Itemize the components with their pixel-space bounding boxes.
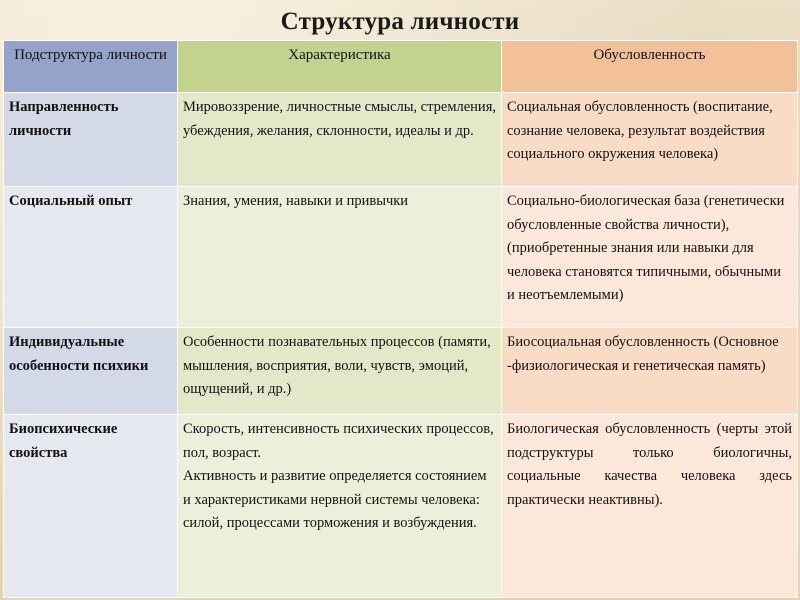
conditionality-cell: Социальная обусловленность (воспитание, сознание человека, результат воздействия социального окружения человека) bbox=[502, 93, 798, 187]
substructure-cell: Направленность личности bbox=[4, 93, 178, 187]
characteristic-cell bbox=[178, 93, 502, 187]
characteristic-text: Активность и развитие определяется состоянием и характеристиками нервной системы человека: силой, процессами торможения и возбуждения. bbox=[183, 468, 487, 531]
personality-structure-table bbox=[3, 40, 798, 598]
characteristic-text: Особенности познавательных процессов (памяти, мышления, восприятия, воли, чувств, эмоций, ощущений, и др.) bbox=[183, 334, 491, 397]
table-row bbox=[4, 93, 798, 187]
table-row bbox=[4, 187, 798, 328]
substructure-cell: Социальный опыт bbox=[4, 187, 178, 328]
table-header-row bbox=[4, 41, 798, 93]
characteristic-text: Мировоззрение, личностные смыслы, стремления, убеждения, желания, склонности, идеалы и др. bbox=[183, 99, 496, 139]
substructure-cell: Биопсихические свойства bbox=[4, 415, 178, 598]
characteristic-cell bbox=[178, 328, 502, 415]
header-characteristic: Характеристика bbox=[178, 41, 502, 93]
table-row bbox=[4, 415, 798, 598]
table-row bbox=[4, 328, 798, 415]
header-substructure: Подструктура личности bbox=[4, 41, 178, 93]
page-title: Структура личности bbox=[280, 8, 520, 35]
header-conditionality: Обусловленность bbox=[502, 41, 798, 93]
characteristic-text: Скорость, интенсивность психических процессов, пол, возраст. bbox=[183, 421, 494, 461]
substructure-cell: Индивидуальные особенности психики bbox=[4, 328, 178, 415]
conditionality-cell: Социально-биологическая база (генетически обусловленные свойства личности), (приобретенные знания или навыки для человека становятся типичными, обычными и неотъемлемыми) bbox=[502, 187, 798, 328]
characteristic-cell bbox=[178, 187, 502, 328]
conditionality-cell: Биосоциальная обусловленность (Основное -физиологическая и генетическая память) bbox=[502, 328, 798, 415]
conditionality-cell: Биологическая обусловленность (черты этой подструктуры только биологичны, социальные качества человека здесь практически неактивны). bbox=[502, 415, 798, 598]
characteristic-cell bbox=[178, 415, 502, 598]
characteristic-text: Знания, умения, навыки и привычки bbox=[183, 193, 409, 209]
